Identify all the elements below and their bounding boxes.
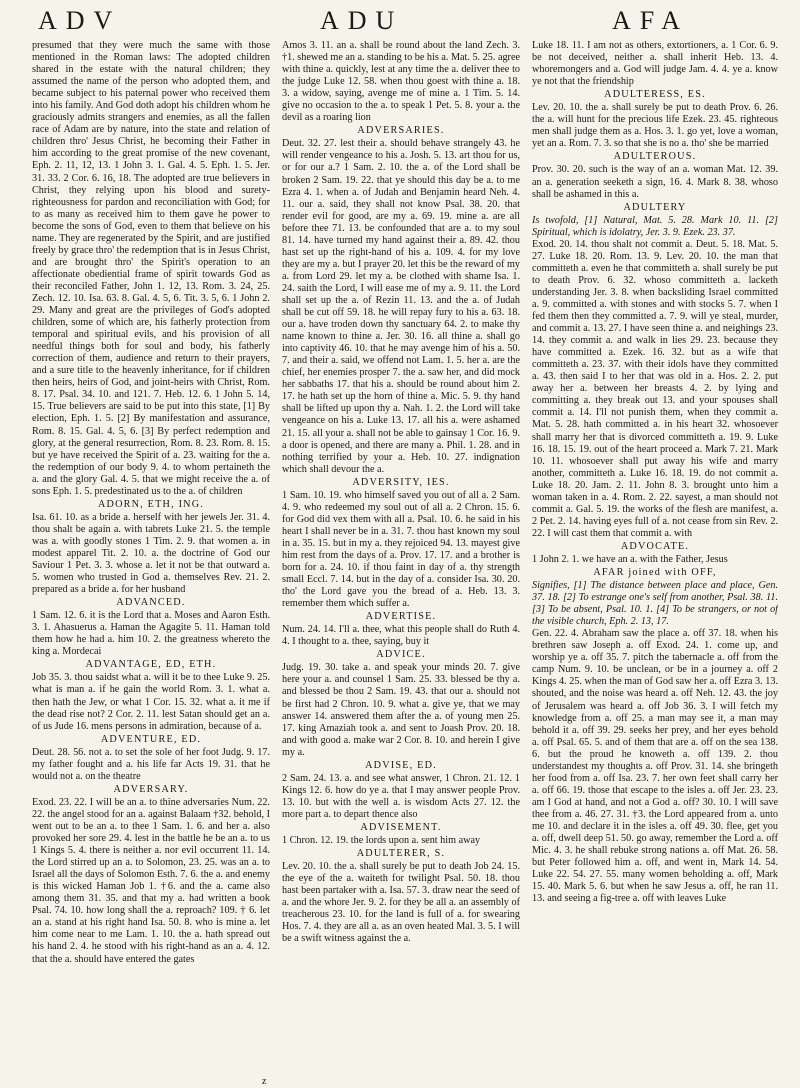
entry-text: Is twofold, [1] Natural, Mat. 5. 28. Mark 10. 11. [2] Spiritual, which is idolatry, Jer. 3. 9. Ezek. 23. 37. (532, 214, 778, 238)
entry-heading: ADVISE, ED. (365, 759, 437, 771)
entry-heading: ADULTERER, S. (356, 848, 446, 860)
entry-heading: ADVERSARY. (113, 783, 189, 795)
entry-text: Job 35. 3. thou saidst what a. will it be to thee Luke 9. 25. what is man a. if he gain the world Rom. 3. 1. what a. then hath the Jew, or what 1 Cor. 15. 32. what a. it me if the dead rise not? 2 Cor. 2. 11. lest Satan should get an a. of us Jude 16. mens persons in admiration, because of a. (32, 672, 270, 732)
header-left-guideword: ADV (38, 6, 122, 35)
entry-text: Signifies, [1] The distance between place and place, Gen. 37. 18. [2] To estrange one's self from another, Psal. 38. 11. [3] To be absent, Psal. 10. 1. [4] To be strangers, or not of the visible church, Eph. 2. 13, 17. (532, 580, 778, 628)
entry-text: Deut. 32. 27. lest their a. should behave strangely 43. he will render vengeance to his a. Josh. 5. 13. art thou for us, or for our a.? 1 Sam. 2. 10. the a. of the Lord shall be broken 2 Sam. 19. 22. that ye should this day be a. to me Ezra 4. 1. when a. of Judah and Benjamin heard Neh. 4. 11. our a. said, they shall not know Psal. 38. 20. that render evil for good, are my a. 69. 19. mine a. are all before thee 71. 13. be confounded that are a. to my soul 81. 14. have turned my hand against their a. 89. 42. thou hast set up the right-hand of his a. 109. 4. for my love they are my a. but I prayer 20. let this be the reward of my a. from Lord 29. let my a. be clothed with shame Isa. 1. 24. saith the Lord, I will ease me of my a. 9. 11. the Lord shall set up the a. of Rezin 11. 13. and the a. of Judah shall be cut off 59. 18. he will repay fury to his a. 63. 18. our a. have troden down thy sanctuary 64. 2. to make thy name known to thine a. Jer. 30. 16. all thine a. shall go into captivity 46. 10. that he may avenge him of his a. 50. 7. and their a. said, we offend not Lam. 1. 5. her a. are the chief, her enemies prosper 7. the a. saw her, and did mock her sabbaths 17. that his a. should be round about him 2. 17. he hath set up the horn of thine a. Mic. 5. 9. thy hand shall be lifted up upon thy a. Nah. 1. 2. the Lord will take vengeance on his a. Luke 13. 17. all his a. were ashamed 21. 15. all your a. shall not be able to gainsay 1 Cor. 16. 9. a door is opened, and there are many a. Phil. 1. 28. and in nothing terrified by your a. Heb. 10. 27. indignation which shall devour the a. (282, 138, 520, 475)
entry-text: 1 Sam. 10. 19. who himself saved you out of all a. 2 Sam. 4. 9. who redeemed my soul out of all a. 2 Chron. 15. 6. for God did vex them with all a. Psal. 10. 6. he said in his heart I shall never be in a. 31. 7. thou hast known my soul in a. 35. 15. but in my a. they rejoiced 94. 13. mayest give him rest from the days of a. Prov. 17. 17. and a brother is born for a. 24. 10. if thou faint in day of a. thy strength small Eccl. 7. 14. but in the day of a. consider Isa. 30. 20. tho' the Lord gave you the bread of a. Heb. 13. 3. remember them which suffer a. (282, 489, 520, 610)
column-left (32, 40, 270, 1075)
entry-text: Amos 3. 11. an a. shall be round about the land Zech. 3. †1. shewed me an a. standing to be his a. Mat. 5. 25. agree with thine a. quickly, lest at any time the a. deliver thee to the judge Luke 12. 58. when thou goest with thine a. 18. 3. a widow, saying, avenge me of mine a. 1 Tim. 5. 14. give no occasion to the a. to speak 1 Pet. 5. 8. your a. the devil as a roaring lion (282, 40, 520, 124)
entry-heading: ADVENTURE, ED. (100, 733, 202, 745)
running-header (0, 0, 800, 44)
entry-text: Lev. 20. 10. the a. shall surely be put to death Job 24. 15. the eye of the a. waiteth for twilight Psal. 50. 18. thou hast been partaker with a. Isa. 57. 3. draw near the seed of a. and the whore Jer. 9. 2. for they be all a. an assembly of treacherous 23. 10. for the land is full of a. for swearing Hos. 7. 4. they are all a. as an oven heated Mal. 3. 5. I will be a swift witness against the a. (282, 861, 520, 945)
entry-text: Lev. 20. 10. the a. shall surely be put to death Prov. 6. 26. the a. will hunt for the precious life Ezek. 23. 45. righteous men shall judge them as a. Hos. 3. 1. go yet, love a woman, yet an a. Rom. 7. 3. so that she is no a. tho' she be married (532, 102, 778, 150)
entry-text: Luke 18. 11. I am not as others, extortioners, a. 1 Cor. 6. 9. be not deceived, neither a. shall inherit Heb. 13. 4. whoremongers and a. God will judge Jam. 4. 4. ye a. know ye not that the friendship (532, 40, 778, 88)
entry-text: Deut. 28. 56. not a. to set the sole of her foot Judg. 9. 17. my father fought and a. his life far Acts 19. 31. that he would not a. on the theatre (32, 746, 270, 782)
entry-text: Prov. 30. 20. such is the way of an a. woman Mat. 12. 39. an a. generation seeketh a sign, 16. 4. Mark 8. 38. whoso shall be ashamed in this a. (532, 164, 778, 200)
entry-text: Exod. 23. 22. I will be an a. to thine adversaries Num. 22. 22. the angel stood for an a. against Balaam †32. behold, I went out to be an a. to thee 1 Sam. 1. 6. and her a. also provoked her sore 29. 4. lest in the battle he be an a. to us 1 Kings 5. 4. there is neither a. nor evil occurrent 11. 14. the Lord stirred up an a. to Solomon, 23. 25. was an a. to Israel all the days of Solomon Esth. 7. 6. the a. and enemy is this wicked Haman Job 1. †6. and the a. came also among them 31. 35. and that my a. had written a book Psal. 74. 10. how long shall the a. reproach? 109. † 6. let an a. stand at his right hand Isa. 50. 8. who is mine a. let him come near to me Lam. 1. 10. the a. hath spread out his hand 2. 4. he stood with his right-hand as an a. 4. 12. that the a. should have entered the gates (32, 796, 270, 965)
entry-heading: AFAR joined with OFF, (593, 567, 717, 579)
entry-heading: ADVANTAGE, ED, ETH. (85, 659, 217, 671)
entry-heading: ADVERSARIES. (357, 125, 445, 137)
entry-text: Gen. 22. 4. Abraham saw the place a. off 37. 18. when his brethren saw Joseph a. off Exod. 24. 1. come up, and worship ye a. off 35. 7. pitch the tabernacle a. off from the camp Num. 9. 10. be unclean, or be in a journey a. off 2 Kings 4. 25. when the man of God saw her a. off Ezra 3. 13. shouted, and the noise was heard a. off Neh. 12. 43. the joy of Jerusalem was heard a. off Job 36. 3. I will fetch my knowledge from a. off 25. a man may see it, a man may behold it a. off 39. 29. seeks her prey, and her eyes behold a. off Psal. 65. 5. and of them that are a. off on the sea 138. 6. but the proud he knoweth a. off 139. 2. thou understandest my thoughts a. off Prov. 31. 14. she bringeth her food from a. off Isa. 23. 7. her own feet shall carry her a. off 66. 19. those that escape to the isles a. off Jer. 23. 23. am I God at hand, and not a God a. off? 30. 10. I will save thee from a. 46. 27. 31. †3. the Lord appeared from a. unto me 10. and declare it in the isles a. off 49. 30. flee, get you a. off, dwell deep 51. 50. go away, remember the Lord a. off Mic. 4. 3. he shall rebuke strong nations a. off Mat. 26. 58. but Peter followed him a. off, and went in, Mark 14. 54. Luke 22. 54. 27. 55. many women beholding a. off, Mark 15. 40. Mark 5. 6. but when he saw Jesus a. off, he ran 11. 13. and seeing a fig-tree a. off with leaves Luke (532, 628, 778, 905)
entry-text: Isa. 61. 10. as a bride a. herself with her jewels Jer. 31. 4. thou shalt be again a. with tabrets Luke 21. 5. the temple was a. with goodly stones 1 Tim. 2. 9. that women a. in modest apparel Tit. 2. 10. a. the doctrine of God our Saviour 1 Pet. 3. 3. whose a. let it not be that outward a. 5. women who trusted in God a. themselves Rev. 21. 2. prepared as a bride a. for her husband (32, 511, 270, 596)
entry-heading: ADULTERY (623, 201, 687, 213)
entry-heading: ADVICE. (376, 649, 426, 661)
column-right (532, 40, 778, 1075)
entry-text: 1 Sam. 12. 6. it is the Lord that a. Moses and Aaron Esth. 3. 1. Ahasuerus a. Haman the Agagite 5. 11. Haman told them how he had a. him 10. 2. the greatness whereto the king a. Mordecai (32, 610, 270, 658)
entry-heading: ADVERTISE. (365, 611, 437, 623)
signature-mark: z (262, 1076, 267, 1087)
entry-text: 1 John 2. 1. we have an a. with the Father, Jesus (532, 553, 728, 565)
entry-text: Exod. 20. 14. thou shalt not commit a. Deut. 5. 18. Mat. 5. 27. Luke 18. 20. Rom. 13. 9. Lev. 20. 10. the man that committeth a. even he that committeth a. shall surely be put to death Prov. 6. 32. whoso committeth a. lacketh understanding Jer. 3. 8. when backsliding Israel committed a. 9. committed a. with stones and with stocks 5. 7. when I fed them then they committed a. 7. 9. will ye steal, murder, and commit a. 13. 27. I have seen thine a. and neighings 23. 14. they commit a. and walk in lies 29. 23. because they have committed a. Ezek. 16. 32. but as a wife that committeth a. 23. 37. with their idols have they committed a. 43. then said I to her that was old in a. Hos. 2. 2. put away her a. between her breasts 4. 2. by lying and committing a. they break out 13. and your spouses shall commit a. 14. I'll not punish them, when they commit a. Mat. 5. 28. hath committed a. in his heart 32. whosoever shall marry her that is divorced committeth a. 19. 9. Luke 16. 18. 15. 19. out of the heart proceed a. Mark 7. 21. Mark 10. 11. whosoever shall put away his wife and marry another, committeth a. Luke 16. 18. 19. do not commit a. Luke 18. 20. Jam. 2. 11. John 8. 3. brought unto him a woman taken in a. 4. Rom. 2. 22. sayest, a man should not commit a. Gal. 5. 19. the works of the flesh are manifest, a. 2 Pet. 2. 14. having eyes full of a. not cease from sin Rev. 2. 22. I will cast them that commit a. with (532, 238, 778, 539)
entry-heading: ADULTERESS, ES. (604, 89, 706, 101)
header-right-guideword: AFA (612, 6, 690, 35)
column-middle (282, 40, 520, 1075)
entry-heading: ADULTEROUS. (613, 151, 697, 163)
header-middle-guideword: ADU (320, 6, 404, 35)
entry-text: 1 Chron. 12. 19. the lords upon a. sent him away (282, 835, 481, 847)
entry-heading: ADORN, ETH, ING. (97, 498, 205, 510)
entry-heading: ADVISEMENT. (360, 822, 442, 833)
entry-text: presumed that they were much the same with those mentioned in the Roman laws: The adopted children shared in the estate with the natural children; they assumed the name of the person who adopted them, and became subject to his paternal power who received them into his family. And God doth adopt his children whom he graciously admits strangers and enemies, as all the fallen race of Adam are by nature, into the state and relation of children thro' Jesus Christ, he becoming their Father in him according to the great promise of the new covenant, Eph. 2. 11, 12, 13. 1 John 3. 1. Gal. 4. 5. Eph. 1. 5. Jer. 31. 33. 2 Cor. 6. 16, 18. The adopted are true believers in Christ, they relying upon his blood and surety-righteousness for pardon and reconciliation with God; for to as many as received him to them gave he power to become the sons of God, even to them that believe on his name. They are regenerated by the Spirit, and are justified freely by grace thro' the redemption that is in Jesus Christ, and are brought thro' the Spirit's operation to an affectionate obediential frame of spirit towards God as their reconciled Father, John 1. 12, 13. Rom. 3. 24, 25. Zech. 12. 10. Isa. 63. 8. Gal. 4. 5, 6. Tit. 3. 5, 6. 1 John 2. 29. Many and great are the privileges of God's adopted children, some of which are, his fatherly protection from temporal and spiritual evils, and his provision of all needful things both for soul and body, his fatherly correction of them, audience and return to their prayers, and a sure title to the heavenly inheritance, for if children then heirs, heirs of God, and joint-heirs with Christ, Rom. 8. 17. Psal. 34. 10. and 121. 7. Heb. 12. 6. 1 John 5. 14, 15. True believers are said to be put into this state, [1] By election, Eph. 1. 5. [2] By manifestation and assurance, Rom. 8. 15. Gal. 4. 5, 6. [3] By perfect redemption and glory, at the general resurrection, Rom. 8. 23. Rom. 8. 15. but ye have received the Spirit of a. 23. waiting for the a. the redemption of our body 9. 4. to whom pertaineth the a. and the glory Gal. 4. 5. that we might receive the a. of sons Eph. 1. 5. predestinated us to the a. of children (32, 40, 270, 497)
entry-heading: ADVANCED. (116, 597, 186, 609)
entry-text: Num. 24. 14. I'll a. thee, what this people shall do Ruth 4. 4. I thought to a. thee, saying, buy it (282, 624, 520, 648)
entry-text: 2 Sam. 24. 13. a. and see what answer, 1 Chron. 21. 12. 1 Kings 12. 6. how do ye a. that I may answer people Prov. 13. 10. but with the well a. is wisdom Acts 27. 12. the more part a. to depart thence also (282, 772, 520, 820)
entry-text: Judg. 19. 30. take a. and speak your minds 20. 7. give here your a. and counsel 1 Sam. 25. 33. blessed be thy a. and blessed be thou 2 Sam. 19. 43. that our a. should not be first had 2 Chron. 10. 9. what a. give ye, that we may answer 14. answered them after the a. of young men 25. 17. king Amaziah took a. and sent to Joash Prov. 20. 18. and with good a. make war 2 Cor. 8. 10. and herein I give my a. (282, 662, 520, 758)
entry-heading: ADVOCATE. (620, 540, 690, 552)
entry-heading: ADVERSITY, IES. (352, 476, 450, 488)
